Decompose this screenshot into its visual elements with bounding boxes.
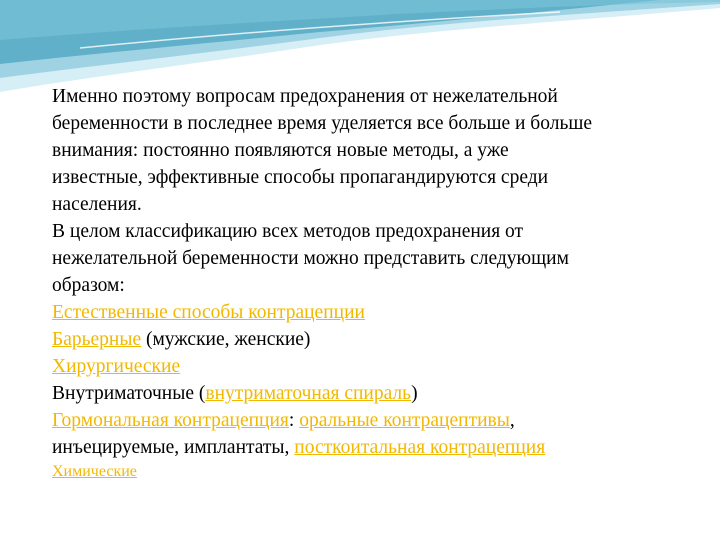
text-line: образом:	[52, 275, 125, 296]
link-postcoital[interactable]: посткоитальная контрацепция	[294, 437, 546, 458]
text-line: населения.	[52, 194, 142, 215]
text-line: Именно поэтому вопросам предохранения от нежелательной	[52, 86, 558, 107]
intrauterine-close: )	[411, 383, 418, 404]
link-surgical[interactable]: Хирургические	[52, 356, 181, 377]
link-natural-methods[interactable]: Естественные способы контрацепции	[52, 302, 365, 323]
injectable-text: инъецируемые, имплантаты,	[52, 437, 295, 458]
list-item-intrauterine	[52, 380, 692, 407]
text-line: беременности в последнее время уделяется все больше и больше	[52, 113, 593, 134]
list-item-hormonal-cont	[52, 434, 692, 461]
list-item-hormonal	[52, 407, 692, 434]
text-line: В целом классификацию всех методов предохранения от	[52, 221, 524, 242]
list-item-natural	[52, 299, 692, 326]
hormonal-colon: :	[288, 410, 300, 431]
list-item-barrier	[52, 326, 692, 353]
intrauterine-label: Внутриматочные (	[52, 383, 206, 404]
hormonal-comma: ,	[509, 410, 515, 431]
link-hormonal[interactable]: Гормональная контрацепция	[52, 410, 289, 431]
link-iud[interactable]: внутриматочная спираль	[205, 383, 412, 404]
text-line: внимания: постоянно появляются новые методы, а уже	[52, 140, 509, 161]
link-chemical[interactable]: Химические	[52, 463, 137, 480]
link-oral-contraceptives[interactable]: оральные контрацептивы	[299, 410, 510, 431]
text-line: нежелательной беременности можно представить следующим	[52, 248, 569, 269]
text-line: известные, эффективные способы пропагандируются среди	[52, 167, 549, 188]
list-item-chemical	[52, 461, 692, 483]
list-item-surgical	[52, 353, 692, 380]
link-barrier[interactable]: Барьерные	[52, 329, 142, 350]
slide-body	[52, 83, 692, 483]
barrier-detail: (мужские, женские)	[141, 329, 311, 350]
